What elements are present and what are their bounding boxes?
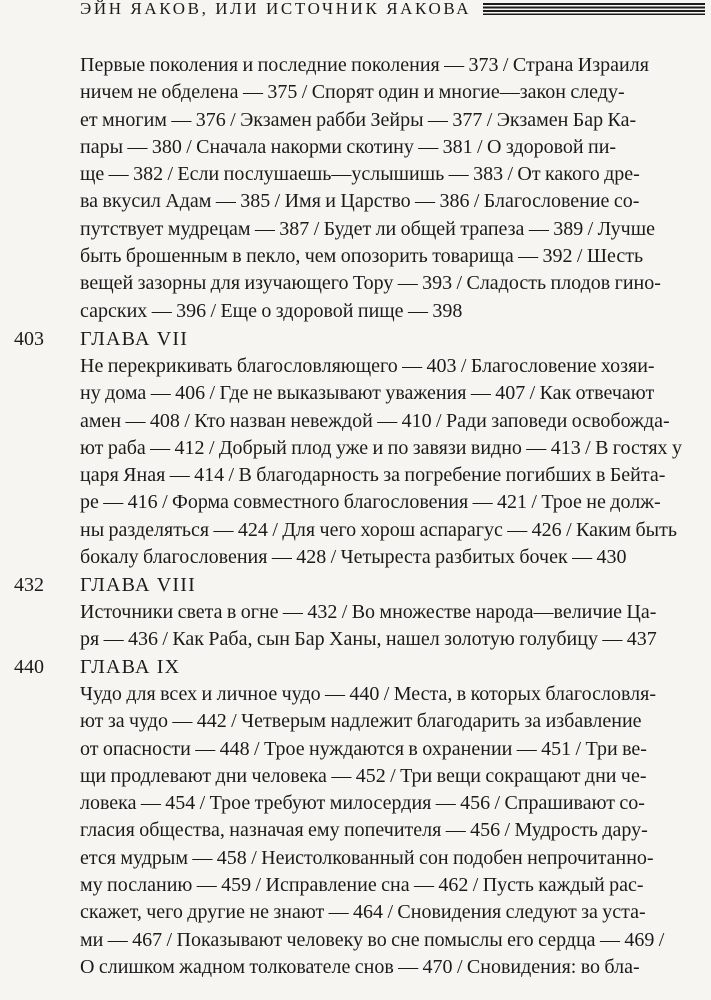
chapter-entries: Источники света в огне — 432 / Во множестве народа—величие Ца- ря — 436 / Как Раба, сын Бар Ханы, нашел золотую голубицу — 437 (80, 601, 657, 651)
chapter-page-number: 440 (14, 656, 44, 678)
chapter-title: ГЛАВА VIII (80, 574, 197, 596)
toc-entry-continuation: Первые поколения и последние поколения — 373 / Страна Израиля ничем не обделена — 375 / Спорят один и многие—закон следу- ет многим — 376 / Экзамен рабби Зейры — 377 / Экзамен Бар Ка- пары — 380 / Сначала накорми скотину — 381 / О здоровой пи- ще — 382 / Если послушаешь—услышишь — 383 / От какого дре- ва вкусил Адам — 385 / Имя и Царство — 386 / Благословение со- путствует мудрецам — 387 / Будет ли общей трапеза — 389 / Лучше быть брошенным в пекло, чем опозорить товарища — 392 / Шесть вещей зазорны для изучающего Тору — 393 / Сладость плодов гино- сарских — 396 / Еще о здоровой пище — 398 (80, 54, 661, 322)
chapter-page-number: 432 (14, 574, 44, 596)
chapter-entries: Не перекрикивать благословляющего — 403 / Благословение хозяи- ну дома — 406 / Где не выказывают уважения — 407 / Как отвечают амен — 408 / Кто назван невеждой — 410 / Ради заповеди освобожда- ют раба — 412 / Добрый плод уже и по завязи видно — 413 / В гостях у царя Яная — 414 / В благодарность за погребение погибших в Бейта- ре — 416 / Форма совместного благословения — 421 / Трое не долж- ны разделяться — 424 / Для чего хорош аспарагус — 426 / Каким быть бокалу благословения — 428 / Четыреста разбитых бочек — 430 (80, 355, 682, 569)
chapter-entries: Чудо для всех и личное чудо — 440 / Места, в которых благословля- ют за чудо — 442 / Четверым надлежит благодарить за избавление от опасности — 448 / Трое нуждаются в охранении — 451 / Три ве- щи продлевают дни человека — 452 / Три вещи сокращают дни че- ловека — 454 / Трое требуют милосердия — 456 / Спрашивают со- гласия общества, назначая ему попечителя — 456 / Мудрость дару- ется мудрым — 458 / Неистолкованный сон подобен непрочитанно- му посланию — 459 / Исправление сна — 462 / Пусть каждый рас- скажет, чего другие не знают — 464 / Сновидения следуют за уста- ми — 467 / Показывают человеку во сне помыслы его сердца — 469 / О слишком жадном толкователе снов — 470 / Сновидения: во бла- (80, 683, 665, 978)
chapter-title: ГЛАВА IX (80, 656, 181, 678)
running-header-title: ЭЙН ЯАКОВ, ИЛИ ИСТОЧНИК ЯАКОВА (80, 0, 472, 18)
header-rule-ornament (483, 3, 705, 15)
chapter-title: ГЛАВА VII (80, 328, 189, 350)
running-header (80, 0, 711, 30)
chapter-page-number: 403 (14, 328, 44, 350)
